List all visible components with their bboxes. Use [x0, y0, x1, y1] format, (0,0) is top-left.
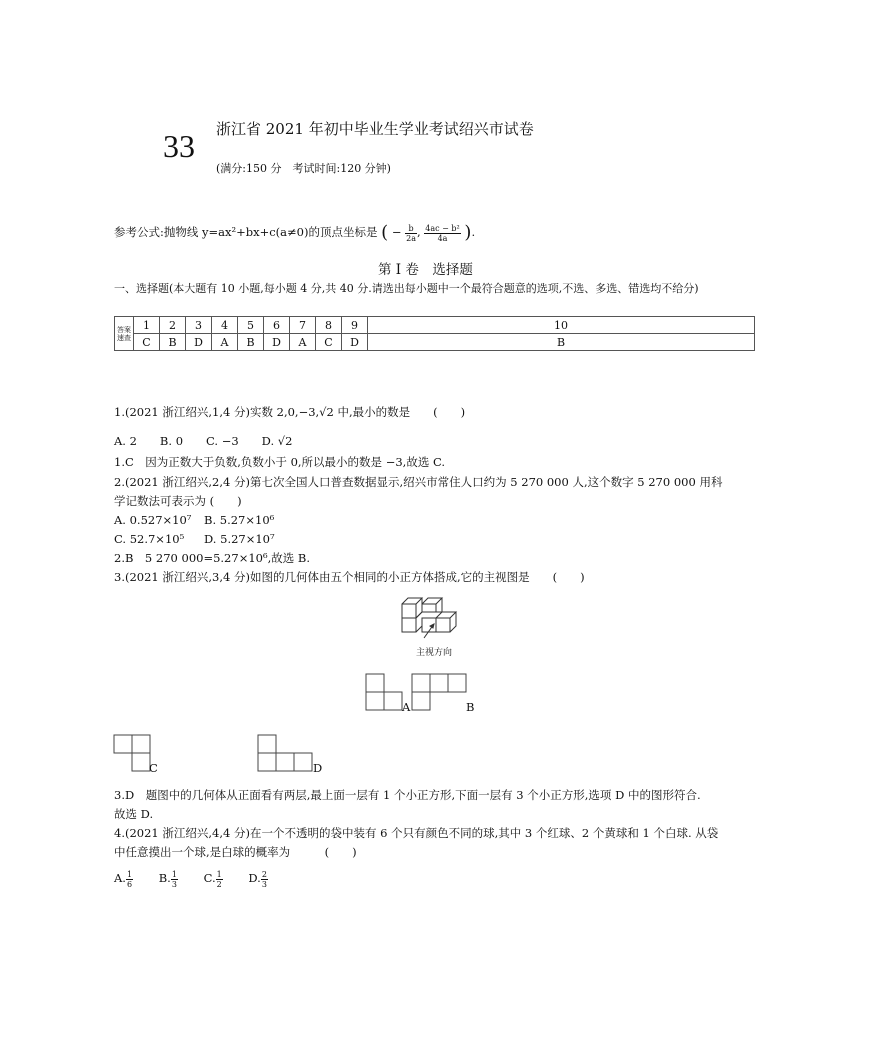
table-cell: 3	[186, 317, 212, 334]
table-cell: A	[212, 334, 238, 351]
fraction-numerator: 2	[261, 869, 267, 879]
formula-paren-close: )	[464, 222, 472, 243]
formula-fraction-2	[424, 224, 460, 243]
formula-frac1-num: b	[405, 224, 417, 234]
formula-fraction-1	[405, 224, 417, 243]
q4-option-c	[203, 869, 223, 889]
q2-option-d: D. 5.27×10⁷	[204, 532, 275, 546]
q3-stem: 3.(2021 浙江绍兴,3,4 分)如图的几何体由五个相同的小正方体搭成,它的主视图是 ( )	[114, 570, 585, 584]
q3-label-d: D	[313, 761, 323, 775]
formula-frac2-den: 4a	[437, 233, 448, 243]
table-cell: 9	[342, 317, 368, 334]
page-subtitle: (满分:150 分 考试时间:120 分钟)	[216, 162, 391, 175]
formula-prefix: 参考公式:抛物线 y=ax²+bx+c(a≠0)的顶点坐标是	[114, 225, 378, 239]
answer-table-answer-row	[115, 334, 755, 351]
table-cell: D	[264, 334, 290, 351]
table-cell: 7	[290, 317, 316, 334]
page-title: 浙江省 2021 年初中毕业生学业考试绍兴市试卷	[216, 120, 534, 138]
fraction-numerator: 1	[126, 869, 133, 879]
q3-label-c: C	[149, 761, 158, 775]
q4-option-c-fraction	[216, 870, 223, 889]
formula-frac1-den: 2a	[406, 233, 416, 243]
q1-answer: 1.C 因为正数大于负数,负数小于 0,所以最小的数是 −3,故选 C.	[114, 455, 446, 469]
table-cell: 5	[238, 317, 264, 334]
table-cell: 1	[134, 317, 160, 334]
fraction-denominator: 3	[261, 879, 267, 889]
table-cell: B	[238, 334, 264, 351]
formula-paren-open: (	[381, 222, 389, 243]
q4-option-a-fraction	[126, 870, 133, 889]
q2-stem-line2: 学记数法可表示为 ( )	[114, 494, 242, 508]
table-cell: 10	[368, 317, 755, 334]
table-cell: D	[186, 334, 212, 351]
q4-option-d-letter: D.	[248, 871, 261, 885]
table-cell: C	[316, 334, 342, 351]
q2-stem-line1: 2.(2021 浙江绍兴,2,4 分)第七次全国人口普查数据显示,绍兴市常住人口约为 5 270 000 人,这个数字 5 270 000 用科	[114, 475, 723, 489]
q3-cube-figure	[398, 592, 470, 642]
table-cell: 8	[316, 317, 342, 334]
q3-answer-line2: 故选 D.	[114, 807, 154, 821]
q3-option-d-view	[256, 733, 316, 773]
q2-option-a: A. 0.527×10⁷	[114, 513, 192, 527]
q3-option-b-view	[410, 672, 470, 712]
table-cell: A	[290, 334, 316, 351]
q4-options	[114, 868, 268, 889]
fraction-denominator: 3	[171, 879, 177, 889]
table-cell: 2	[160, 317, 186, 334]
answer-table-number-row	[115, 317, 755, 334]
fraction-denominator: 6	[126, 879, 133, 889]
table-cell: 4	[212, 317, 238, 334]
q4-option-d-fraction	[261, 870, 268, 889]
q4-option-b	[158, 869, 178, 889]
q4-option-a-letter: A.	[114, 871, 126, 885]
q2-option-b: B. 5.27×10⁶	[204, 513, 275, 527]
reference-formula: 参考公式:抛物线 y=ax²+bx+c(a≠0)的顶点坐标是 ( − $\frac{b}{2a}$ , $\frac{\text{4ac − b²}}{4a}$ ).	[114, 222, 476, 243]
formula-minus: −	[391, 225, 402, 239]
q3-label-b: B	[466, 700, 475, 714]
q4-option-a	[114, 869, 133, 889]
q3-answer-line1: 3.D 题图中的几何体从正面看有两层,最上面一层有 1 个小正方形,下面一层有 3 个小正方形,选项 D 中的图形符合.	[114, 788, 701, 802]
formula-frac2-num: 4ac − b²	[425, 223, 460, 233]
q3-label-a: A	[402, 700, 411, 714]
q2-answer: 2.B 5 270 000=5.27×10⁶,故选 B.	[114, 551, 310, 565]
chapter-number: 33	[163, 128, 195, 164]
section-instruction: 一、选择题(本大题有 10 小题,每小题 4 分,共 40 分.请选出每小题中一个最符合题意的选项,不选、多选、错选均不给分)	[114, 282, 699, 295]
fraction-numerator: 1	[171, 869, 177, 879]
q4-option-d	[248, 869, 268, 889]
answer-table-side-label: 答案速查	[115, 317, 134, 351]
q4-stem-line1: 4.(2021 浙江绍兴,4,4 分)在一个不透明的袋中装有 6 个只有颜色不同的球,其中 3 个红球、2 个黄球和 1 个白球. 从袋	[114, 826, 719, 840]
table-cell: D	[342, 334, 368, 351]
q1-options: A. 2 B. 0 C. −3 D. √2	[114, 434, 293, 448]
q4-option-b-fraction	[171, 870, 178, 889]
q2-option-c: C. 52.7×10⁵	[114, 532, 185, 546]
q4-option-c-letter: C.	[203, 871, 216, 885]
q1-stem: 1.(2021 浙江绍兴,1,4 分)实数 2,0,−3,√2 中,最小的数是 ( )	[114, 405, 466, 419]
q3-figure-caption: 主视方向	[416, 648, 453, 658]
q4-option-b-letter: B.	[158, 871, 171, 885]
table-cell: 6	[264, 317, 290, 334]
section-heading: 第 Ⅰ 卷 选择题	[378, 262, 473, 278]
answer-table	[114, 316, 755, 351]
fraction-denominator: 2	[216, 879, 222, 889]
table-cell: B	[160, 334, 186, 351]
fraction-numerator: 1	[216, 869, 222, 879]
table-cell: C	[134, 334, 160, 351]
table-cell: B	[368, 334, 755, 351]
q4-stem-line2: 中任意摸出一个球,是白球的概率为 ( )	[114, 845, 357, 859]
